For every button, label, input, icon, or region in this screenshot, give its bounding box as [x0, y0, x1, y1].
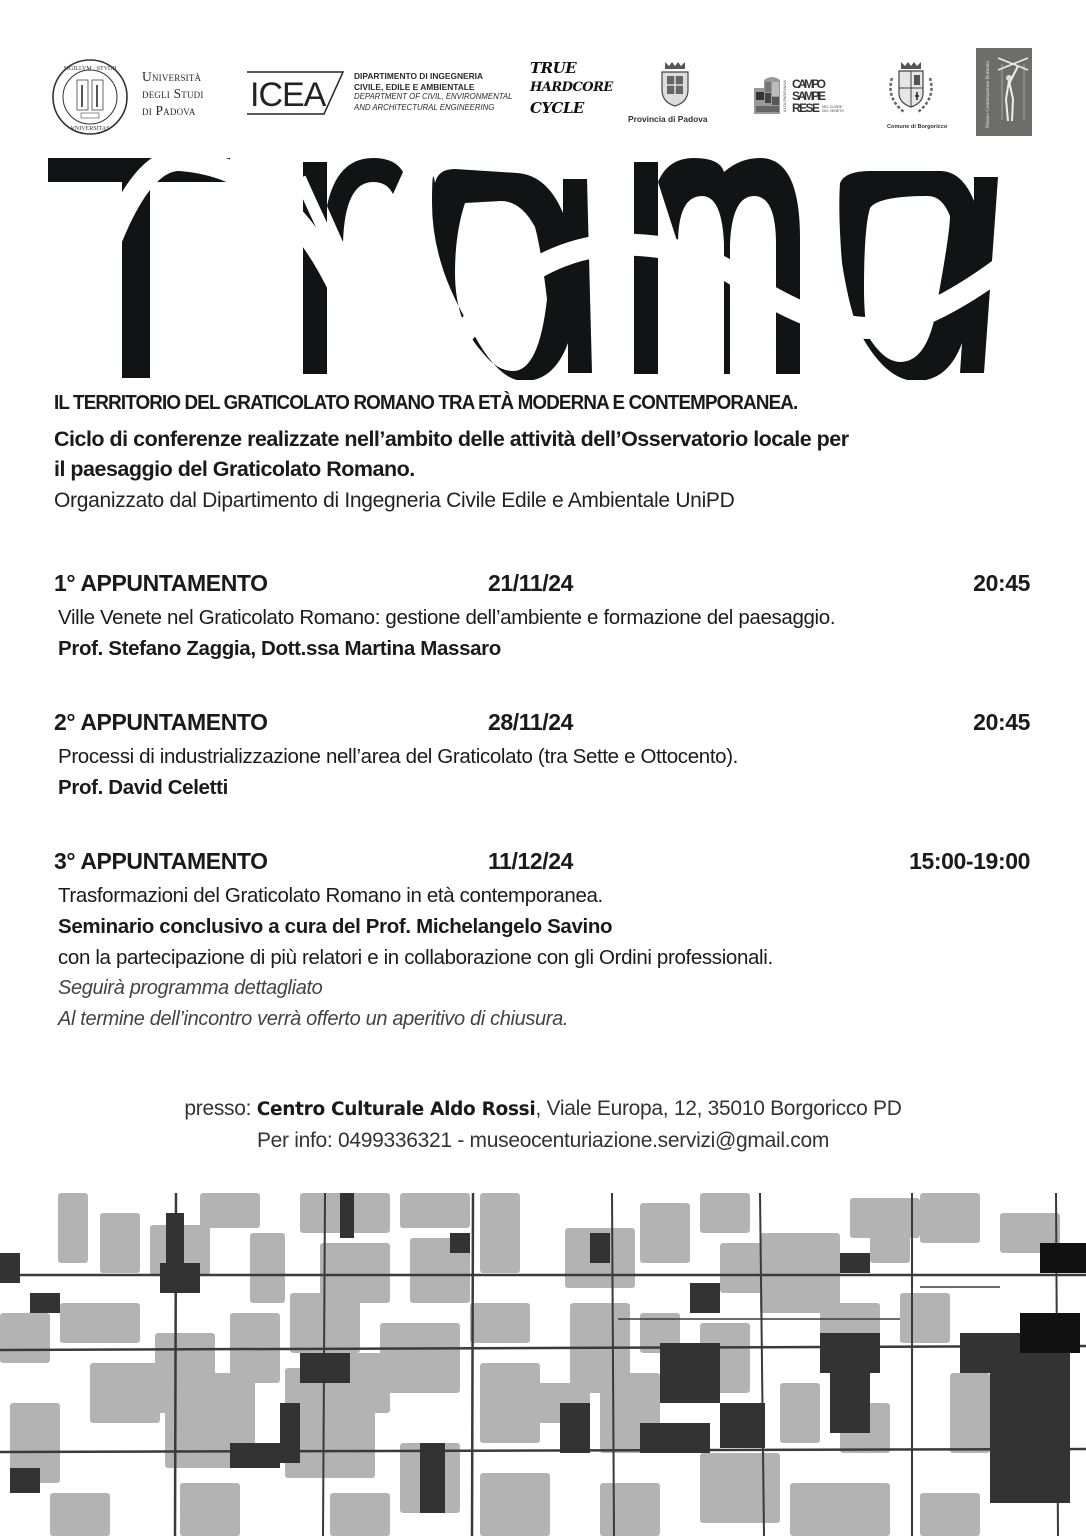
provincia-padova-label: Provincia di Padova [628, 114, 708, 124]
camposampiero-logo-icon [752, 74, 872, 116]
venue-line: presso: Centro Culturale Aldo Rossi, Viale Europa, 12, 35010 Borgoricco PD [184, 1097, 902, 1120]
appointment-number: 3° APPUNTAMENTO [54, 848, 268, 874]
appointment-2 [54, 709, 1034, 803]
subtitle-organizer: Organizzato dal Dipartimento di Ingegneria Civile Edile e Ambientale UniPD [54, 489, 735, 512]
svg-text:Museo Centuriazione Romana: Museo Centuriazione Romana [985, 61, 991, 128]
appointment-date: 28/11/24 [488, 709, 574, 735]
graticolato-map-image [0, 1193, 1086, 1536]
appointment-header [54, 570, 1034, 602]
provincia-padova-crest-icon [656, 58, 694, 110]
appointment-speakers: Prof. David Celetti [58, 776, 228, 799]
svg-text:DEL VENETO: DEL VENETO [822, 109, 844, 113]
appointment-number: 2° APPUNTAMENTO [54, 709, 268, 735]
appointment-header [54, 709, 1034, 741]
svg-text:SIGILLVM · STVDII: SIGILLVM · STVDII [63, 66, 117, 72]
appointment-time: 15:00-19:00 [909, 848, 1030, 874]
icea-logo-icon [246, 69, 346, 117]
appointment-1 [54, 570, 1034, 664]
university-padova-seal-icon [51, 58, 129, 136]
appointment-3 [54, 848, 1034, 1035]
borgoricco-label: Comune di Borgoricco [887, 124, 948, 130]
contact-line: Per info: 0499336321 - museocenturiazione.servizi@gmail.com [256, 1129, 830, 1152]
partner-logos [0, 44, 1086, 144]
university-name: Università degli Studi di Padova [142, 69, 204, 118]
borgoricco-crest-icon [884, 58, 938, 120]
subtitle-cycle: Ciclo di conferenze realizzate nell’ambito delle attività dell’Osservatorio locale per il paesaggio del Graticolato Romano. [54, 427, 849, 481]
appointment-speakers: Prof. Stefano Zaggia, Dott.ssa Martina Massaro [58, 637, 501, 660]
svg-text:RESE: RESE [792, 101, 820, 115]
svg-text:NEL CUORE: NEL CUORE [822, 105, 843, 109]
appointment-date: 11/12/24 [488, 848, 574, 874]
svg-text:SAMPIE: SAMPIE [792, 89, 826, 103]
svg-text:ALTA PADOVANA: ALTA PADOVANA [782, 80, 787, 112]
appointment-date: 21/11/24 [488, 570, 574, 596]
svg-text:VNIVERSITAS: VNIVERSITAS [70, 126, 110, 132]
appointment-topic: Trasformazioni del Graticolato Romano in età contemporanea. [58, 884, 603, 907]
title-trama [40, 148, 1050, 380]
appointment-italic-program: Seguirà programma dettagliato [58, 977, 323, 999]
appointment-topic: Processi di industrializzazione nell’area del Graticolato (tra Sette e Ottocento). [58, 745, 739, 768]
appointment-speakers: Seminario conclusivo a cura del Prof. Michelangelo Savino [58, 915, 613, 938]
appointment-topic: Ville Venete nel Graticolato Romano: gestione dell’ambiente e formazione del paesaggio. [58, 606, 836, 629]
appointment-number: 1° APPUNTAMENTO [54, 570, 268, 596]
venue-place: Centro Culturale Aldo Rossi [256, 1099, 536, 1120]
svg-text:CAMPO: CAMPO [792, 77, 826, 91]
true-hardcore-cycle-logo: TRUE HARDCORE CYCLE [530, 59, 613, 117]
contact-email[interactable]: museocenturiazione.servizi@gmail.com [469, 1129, 830, 1152]
museo-centuriazione-logo-icon [976, 48, 1032, 136]
appointment-italic-aperitivo: Al termine dell’incontro verrà offerto un aperitivo di chiusura. [58, 1008, 569, 1030]
contact-phone[interactable]: 0499336321 [337, 1129, 452, 1152]
appointment-time: 20:45 [973, 570, 1030, 596]
icea-department-name: DIPARTIMENTO DI INGEGNERIA CIVILE, EDILE E AMBIENTALE DEPARTMENT OF CIVIL, ENVIRONMENTAL AND ARCHITECTURAL ENGINEERING [354, 71, 513, 112]
svg-text:ICEA: ICEA [250, 76, 326, 114]
appointment-note: con la partecipazione di più relatori e in collaborazione con gli Ordini professionali. [58, 946, 773, 969]
subtitle-main: IL TERRITORIO DEL GRATICOLATO ROMANO TRA ETÀ MODERNA E CONTEMPORANEA. [54, 392, 798, 414]
appointment-time: 20:45 [973, 709, 1030, 735]
appointment-header [54, 848, 1034, 880]
